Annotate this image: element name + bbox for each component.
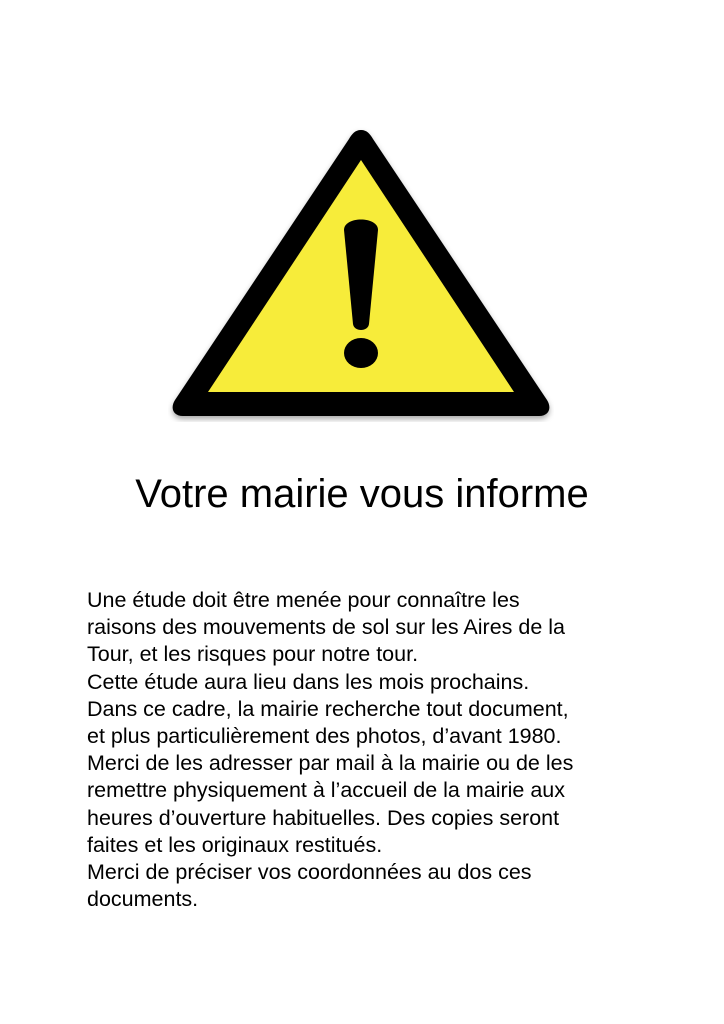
warning-triangle-graphic: [168, 124, 554, 422]
page-title: Votre mairie vous informe: [135, 472, 589, 516]
warning-triangle-icon: [168, 124, 554, 422]
body-line: Merci de préciser vos coordonnées au dos ces: [87, 860, 532, 885]
body-line: heures d’ouverture habituelles. Des copies seront: [87, 805, 560, 830]
body-line: Cette étude aura lieu dans les mois prochains.: [87, 669, 530, 694]
notice-body: [87, 587, 687, 913]
body-line: Une étude doit être menée pour connaître les: [87, 588, 520, 612]
body-line: Merci de les adresser par mail à la mairie ou de les: [87, 751, 574, 776]
body-line: remettre physiquement à l’accueil de la mairie aux: [87, 778, 566, 803]
body-line: documents.: [87, 887, 199, 912]
exclamation-dot: [344, 338, 378, 368]
body-line: Tour, et les risques pour notre tour.: [87, 642, 419, 667]
body-line: et plus particulièrement des photos, d’avant 1980.: [87, 724, 562, 749]
body-line: faites et les originaux restitués.: [87, 832, 383, 857]
body-line: Dans ce cadre, la mairie recherche tout document,: [87, 696, 569, 721]
body-line: raisons des mouvements de sol sur les Aires de la: [87, 615, 566, 640]
